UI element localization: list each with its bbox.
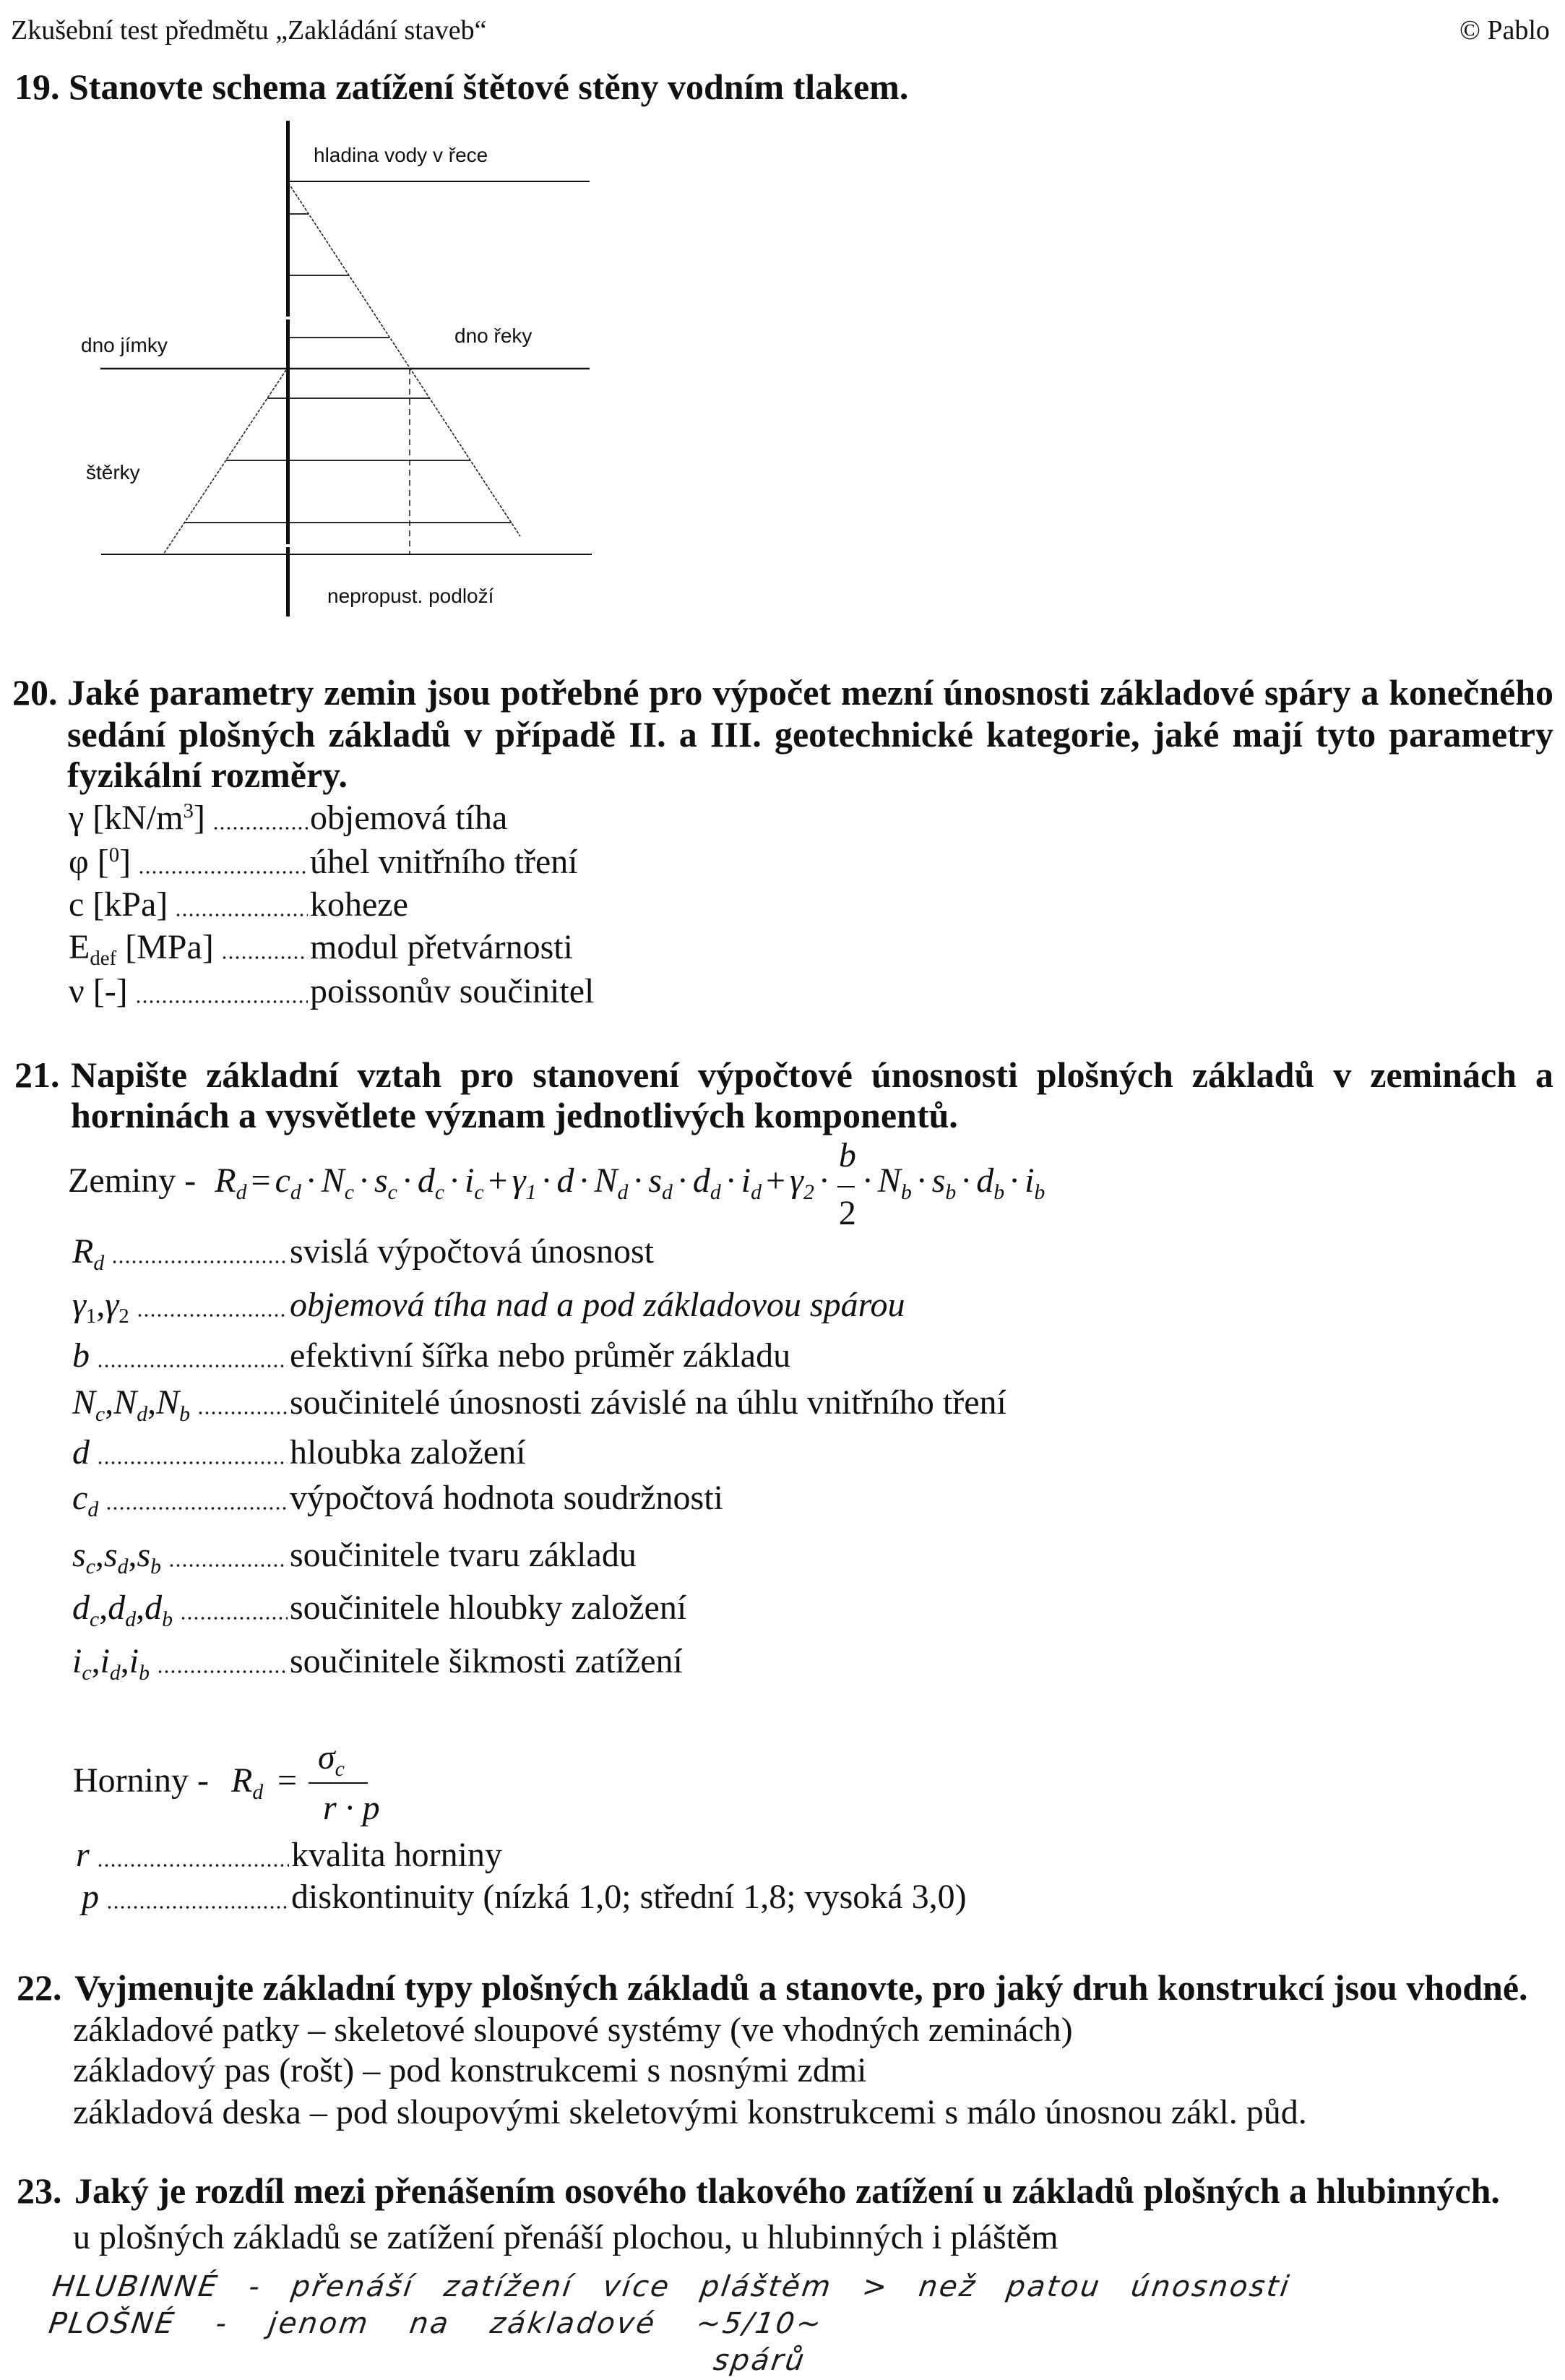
definition-symbol: ic,id,ib bbox=[72, 1642, 150, 1685]
dot-leader bbox=[180, 1591, 288, 1625]
dot-leader bbox=[135, 974, 308, 1009]
dot-leader bbox=[106, 1880, 289, 1915]
definition-description: součinitele šikmosti zatížení bbox=[290, 1642, 683, 1680]
rock-definition-row bbox=[82, 1880, 967, 1915]
definition-row bbox=[72, 1383, 1006, 1426]
fraction-bar bbox=[309, 1782, 368, 1784]
definition-row bbox=[72, 1336, 791, 1375]
answer-line: u plošných základů se zatížení přenáší plochou, u hlubinných i pláštěm bbox=[73, 2218, 1059, 2256]
dot-leader bbox=[105, 1481, 288, 1516]
question-20-line: fyzikální rozměry. bbox=[67, 755, 348, 795]
question-19-text: Stanovte schema zatížení štětové stěny vodním tlakem. bbox=[69, 66, 909, 107]
definition-symbol: γ1,γ2 bbox=[72, 1286, 129, 1328]
water-pressure-diagram bbox=[0, 0, 1565, 650]
dot-leader bbox=[97, 1838, 289, 1873]
formula-fraction: $\frac{b}{2}$ bbox=[838, 1136, 856, 1232]
parameter-description: úhel vnitřního tření bbox=[310, 843, 578, 881]
dot-leader bbox=[137, 1288, 288, 1323]
dot-leader bbox=[157, 1644, 288, 1679]
soils-bearing-formula: Zeminy - Rd = cd · Nc · sc · dc · ic + γ1 · d · Nd · sd · dd · id + γ2 · $\frac{b}{2}$ · Nb · sb · db · ib bbox=[68, 1136, 1046, 1232]
parameter-label: c [kPa] bbox=[69, 885, 168, 924]
definition-description: součinitelé únosnosti závislé na úhlu vnitřního tření bbox=[290, 1383, 1006, 1422]
question-20-line: sedání plošných základů v případě II. a III. geotechnické kategorie, jaké mají tyto parametry bbox=[67, 714, 1553, 755]
parameter-row bbox=[69, 928, 573, 970]
parameter-label: Edef [MPa] bbox=[69, 928, 214, 970]
definition-row bbox=[72, 1435, 526, 1470]
rocks-formula-numerator: σc bbox=[318, 1738, 345, 1781]
definition-symbol: dc,dd,db bbox=[72, 1589, 173, 1631]
pressure-diagonal-right bbox=[288, 183, 520, 536]
parameter-label: γ $[kN/m^3]$ bbox=[69, 799, 205, 837]
dot-leader bbox=[221, 930, 308, 965]
rocks-formula-lhs: Rd bbox=[231, 1761, 264, 1804]
copyright-note: © Pablo bbox=[1460, 15, 1550, 46]
definition-description: součinitele hloubky založení bbox=[290, 1589, 687, 1627]
rocks-formula-denominator: r · p bbox=[323, 1789, 380, 1827]
definition-symbol: Rd bbox=[72, 1232, 105, 1275]
dot-leader bbox=[97, 1435, 288, 1470]
definition-symbol: r bbox=[76, 1836, 90, 1874]
answer-line: základové patky – skeletové sloupové systémy (ve vhodných zeminách) bbox=[73, 2011, 1073, 2049]
dot-leader bbox=[212, 801, 308, 835]
parameter-row bbox=[69, 801, 507, 835]
label-water-level: hladina vody v řece bbox=[314, 144, 488, 166]
parameter-row bbox=[69, 974, 594, 1009]
definition-row bbox=[72, 1232, 654, 1275]
parameter-description: objemová tíha bbox=[310, 799, 508, 837]
question-22-number: 22. bbox=[17, 1967, 62, 2008]
parameter-description: modul přetvárnosti bbox=[310, 928, 573, 966]
definition-row bbox=[72, 1589, 687, 1631]
parameter-label: ν [-] bbox=[69, 972, 128, 1010]
document-title: Zkušební test předmětu „Zakládání staveb“ bbox=[11, 15, 487, 46]
definition-symbol: d bbox=[72, 1433, 90, 1472]
dot-leader bbox=[97, 1339, 288, 1373]
definition-symbol: sc,sd,sb bbox=[72, 1536, 162, 1578]
definition-description: hloubka založení bbox=[290, 1433, 526, 1472]
answer-line: základový pas (rošt) – pod konstrukcemi s nosnými zdmi bbox=[73, 2051, 867, 2089]
question-21-number: 21. bbox=[14, 1054, 60, 1095]
dot-leader bbox=[138, 845, 308, 880]
question-23-number: 23. bbox=[17, 2170, 62, 2211]
label-impermeable-subsoil: nepropust. podloží bbox=[327, 585, 494, 607]
parameter-description: koheze bbox=[310, 885, 408, 924]
handwritten-note: PLOŠNÉ - jenom na základové ~5/10~ bbox=[46, 2307, 825, 2340]
definition-row bbox=[72, 1479, 723, 1521]
question-22-text: Vyjmenujte základní typy plošných základů a stanovte, pro jaký druh konstrukcí jsou vhodné. bbox=[74, 1967, 1528, 2008]
dot-leader bbox=[175, 888, 308, 922]
rocks-formula-equals: = bbox=[277, 1761, 298, 1800]
dot-leader bbox=[168, 1538, 288, 1573]
definition-description: svislá výpočtová únosnost bbox=[290, 1232, 654, 1271]
label-gravel: štěrky bbox=[86, 461, 140, 484]
dot-leader bbox=[111, 1234, 288, 1269]
definition-description: diskontinuity (nízká 1,0; střední 1,8; vysoká 3,0) bbox=[291, 1878, 967, 1916]
question-23-text: Jaký je rozdíl mezi přenášením osového tlakového zatížení u základů plošných a hlubinných. bbox=[74, 2170, 1500, 2211]
definition-row bbox=[72, 1642, 683, 1685]
question-19-number: 19. bbox=[14, 66, 60, 107]
parameter-description: poissonův součinitel bbox=[310, 972, 595, 1010]
formula-prefix: Zeminy - bbox=[68, 1161, 197, 1200]
question-20-line: Jaké parametry zemin jsou potřebné pro výpočet mezní únosnosti základové spáry a konečného bbox=[67, 672, 1553, 713]
definition-description: součinitele tvaru základu bbox=[290, 1536, 637, 1574]
handwritten-note: HLUBINNÉ - přenáší zatížení více pláštěm > než patou únosnosti bbox=[50, 2270, 1293, 2303]
definition-description: výpočtová hodnota soudržnosti bbox=[290, 1479, 723, 1517]
definition-description: efektivní šířka nebo průměr základu bbox=[290, 1336, 791, 1375]
definition-symbol: cd bbox=[72, 1479, 99, 1521]
definition-symbol: b bbox=[72, 1336, 90, 1375]
definition-row bbox=[72, 1286, 905, 1328]
question-21-line: Napište základní vztah pro stanovení výpočtové únosnosti plošných základů v zeminách a bbox=[71, 1054, 1553, 1095]
parameter-row bbox=[69, 845, 578, 880]
rocks-formula-prefix: Horniny - bbox=[73, 1761, 209, 1800]
question-20-number: 20. bbox=[12, 672, 58, 713]
label-river-bottom: dno řeky bbox=[454, 325, 533, 347]
dot-leader bbox=[197, 1386, 288, 1420]
definition-description: kvalita horniny bbox=[291, 1836, 502, 1874]
parameter-label: φ [$^0$] bbox=[69, 843, 132, 881]
definition-symbol: Nc,Nd,Nb bbox=[72, 1383, 191, 1426]
answer-line: základová deska – pod sloupovými skeletovými konstrukcemi s málo únosnou zákl. půd. bbox=[73, 2093, 1307, 2131]
parameter-row bbox=[69, 885, 408, 924]
rock-definition-row bbox=[76, 1838, 502, 1873]
label-pit-bottom: dno jímky bbox=[81, 334, 168, 356]
handwritten-note: spárů bbox=[711, 2344, 809, 2377]
definition-description: objemová tíha nad a pod základovou spárou bbox=[290, 1286, 905, 1324]
definition-row bbox=[72, 1536, 637, 1578]
question-21-line: horninách a vysvětlete význam jednotlivých komponentů. bbox=[71, 1095, 958, 1135]
definition-symbol: p bbox=[82, 1878, 99, 1916]
